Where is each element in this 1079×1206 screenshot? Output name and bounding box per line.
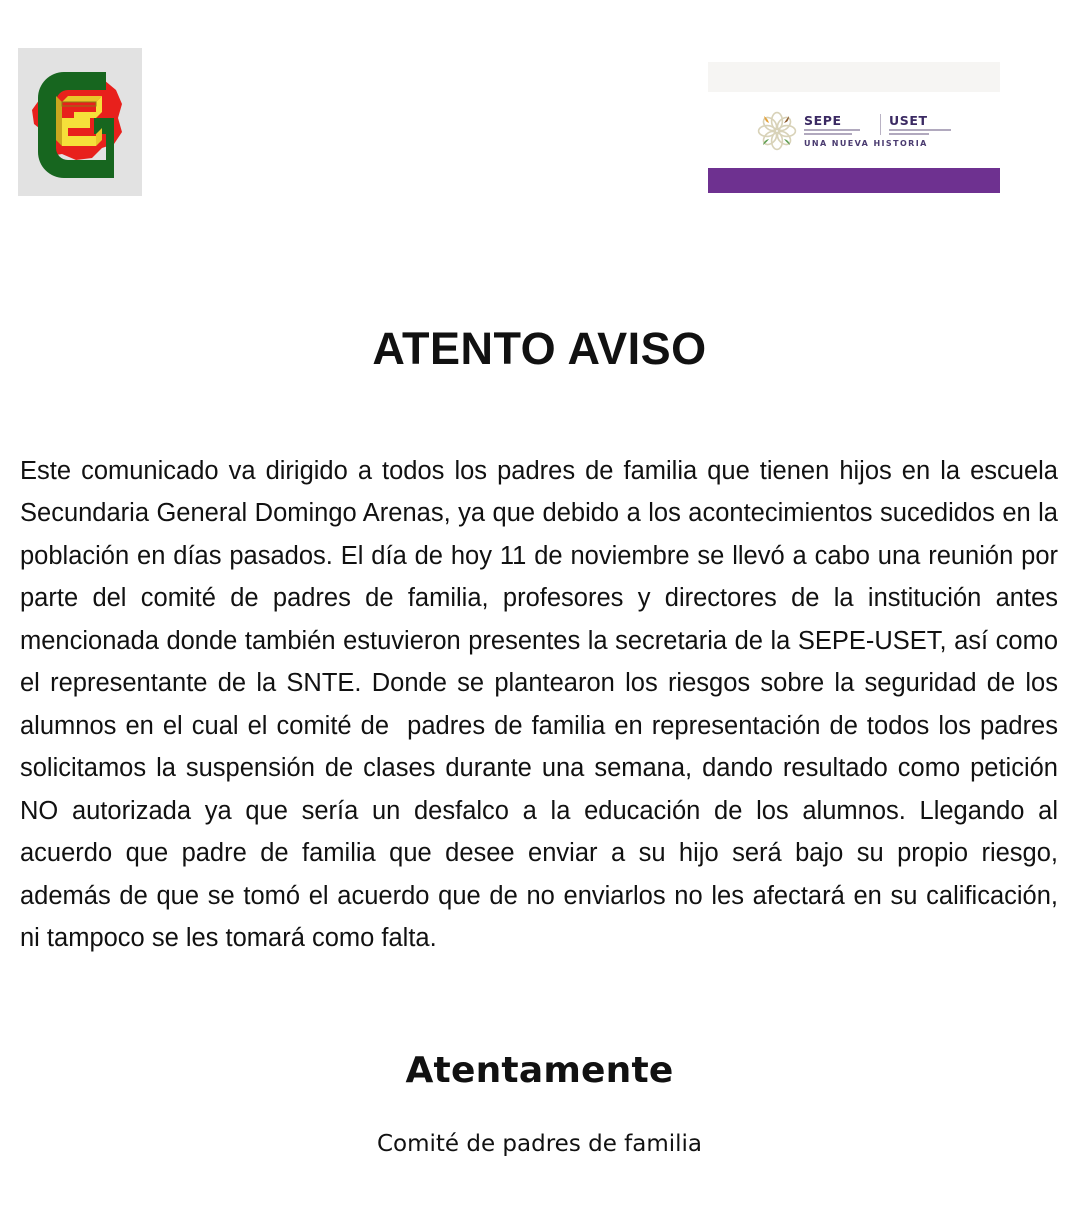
- uset-subtitle-line-1: [889, 129, 951, 131]
- document-header: [0, 0, 1079, 215]
- crest-s-top-bevel: [62, 96, 102, 102]
- sepe-flower-icon: [756, 110, 798, 152]
- uset-name-column: [880, 114, 963, 136]
- sepe-text-lockup: [804, 114, 963, 149]
- school-crest-icon: [18, 48, 142, 196]
- sepe-acronyms: [804, 114, 963, 136]
- sepe-subtitle-line-1: [804, 129, 860, 131]
- notice-body-text: Este comunicado va dirigido a todos los padres de familia que tienen hijos en la escuela Secundaria General Domingo Arenas, ya que debido a los acontecimientos sucedidos en la población en días pasados. El día de hoy 11 de noviembre se llevó a cabo una reunión por parte del comité de padres de familia, profesores y directores de la institución antes mencionada donde también estuvieron presentes la secretaria de la SEPE-USET, así como el representante de la SNTE. Donde se plantearon los riesgos sobre la seguridad de los alumnos en el cual el comité de padres de familia en representación de todos los padres solicitamos la suspensión de clases durante una semana, dando resultado como petición NO autorizada ya que sería un desfalco a la educación de los alumnos. Llegando al acuerdo que padre de familia que desee enviar a su hijo será bajo su propio riesgo, además de que se tomó el acuerdo que de no enviarlos no les afectará en su calificación, ni tampoco se les tomará como falta.: [20, 456, 1066, 952]
- school-crest-logo: [18, 48, 142, 196]
- page-title: ATENTO AVISO: [372, 323, 707, 375]
- sepe-subtitle-line-2: [804, 133, 852, 135]
- sepe-tagline: UNA NUEVA HISTORIA: [804, 139, 928, 149]
- sepe-acronym: SEPE: [804, 112, 842, 128]
- closing-signature: Comité de padres de familia: [376, 1131, 703, 1157]
- uset-subtitle-line-2: [889, 133, 929, 135]
- uset-acronym: USET: [889, 112, 928, 128]
- closing-block: [0, 1050, 1079, 1157]
- crest-s-left-bevel: [56, 96, 62, 146]
- sepe-top-band: [708, 62, 1000, 92]
- sepe-purple-accent-bar: [708, 168, 1000, 193]
- sepe-uset-logo-block: [708, 62, 1000, 192]
- sepe-name-column: [804, 114, 878, 136]
- sepe-uset-lockup: [756, 107, 996, 155]
- closing-heading: Atentamente: [405, 1050, 674, 1091]
